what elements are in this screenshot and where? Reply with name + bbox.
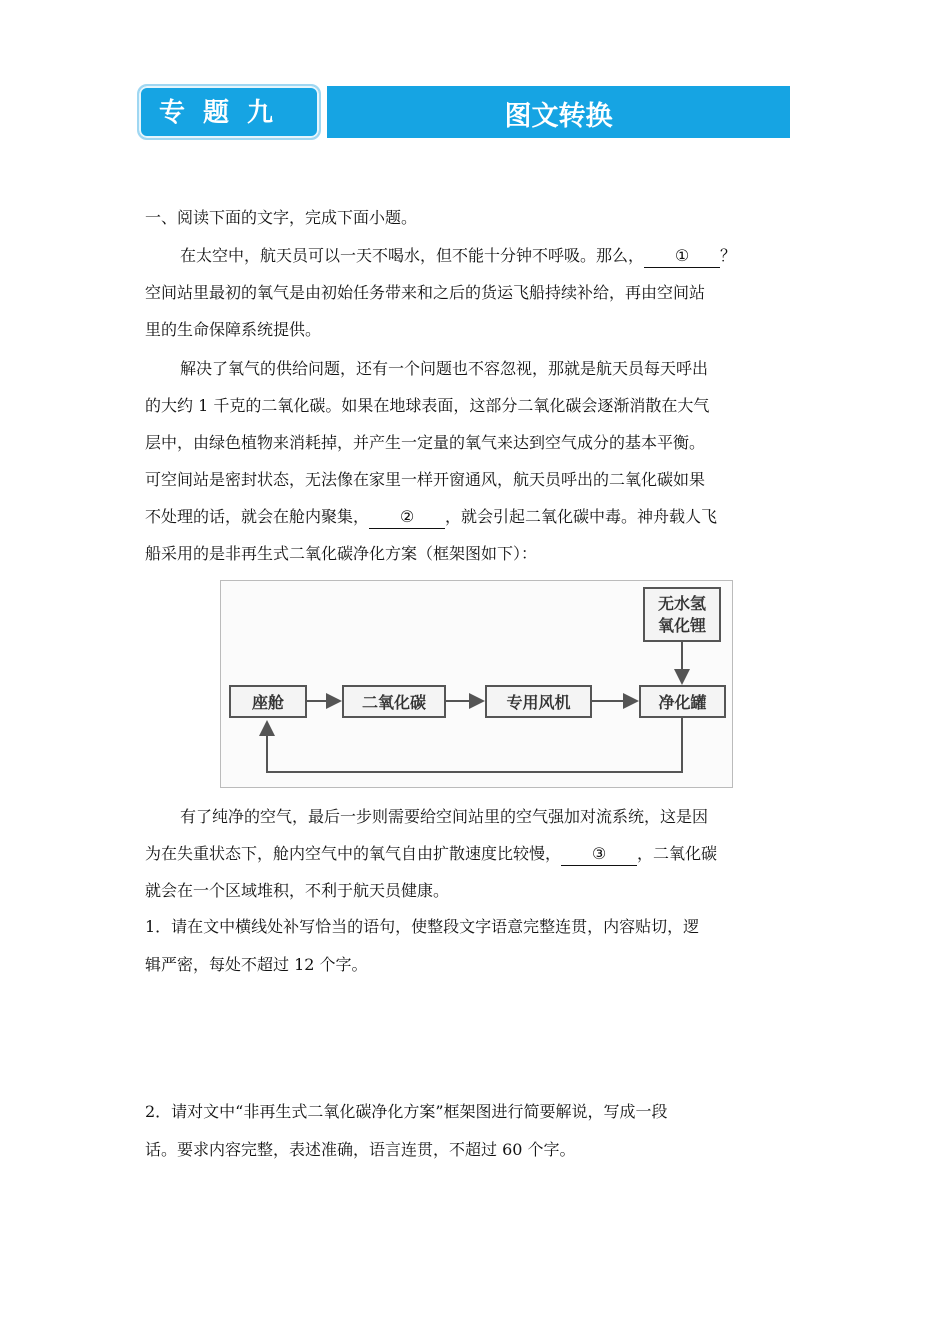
paragraph-3-line-1: 有了纯净的空气，最后一步则需要给空间站里的空气强加对流系统，这是因 — [180, 807, 709, 826]
paragraph-3-line-3: 就会在一个区域堆积，不利于航天员健康。 — [145, 881, 450, 900]
paragraph-3-line-2 — [145, 842, 717, 866]
node-purifier: 净化罐 — [639, 685, 726, 718]
paragraph-2-line-5 — [145, 505, 717, 529]
topic-label: 专题九 — [159, 98, 292, 128]
paragraph-2-line-2: 的大约 1 千克的二氧化碳。如果在地球表面，这部分二氧化碳会逐渐消散在大气 — [145, 396, 710, 415]
blank-3[interactable]: ③ — [561, 843, 637, 866]
page-title: 图文转换 — [504, 101, 613, 132]
blank-2[interactable]: ② — [369, 506, 445, 529]
node-cabin: 座舱 — [229, 685, 307, 718]
question-2-line-1: 2．请对文中“非再生式二氧化碳净化方案”框架图进行简要解说，写成一段 — [145, 1102, 668, 1121]
question-1-line-2: 辑严密，每处不超过 12 个字。 — [145, 955, 368, 974]
arrow-purifier-to-cabin — [267, 718, 682, 772]
blank-1[interactable]: ① — [644, 245, 720, 268]
question-1-line-1: 1．请在文中横线处补写恰当的语句，使整段文字语意完整连贯，内容贴切，逻 — [145, 917, 700, 936]
node-fan: 专用风机 — [485, 685, 592, 718]
paragraph-2-line-6: 船采用的是非再生式二氧化碳净化方案（框架图如下）： — [145, 544, 538, 563]
p2-l5-text-a: 不处理的话，就会在舱内聚集， — [145, 507, 370, 526]
paragraph-2-line-4: 可空间站是密封状态，无法像在家里一样开窗通风，航天员呼出的二氧化碳如果 — [145, 470, 706, 489]
p3-l2-text-a: 为在失重状态下，舱内空气中的氧气自由扩散速度比较慢， — [145, 844, 562, 863]
p3-l2-text-b: ，二氧化碳 — [637, 844, 718, 863]
paragraph-2-line-1: 解决了氧气的供给问题，还有一个问题也不容忽视，那就是航天员每天呼出 — [180, 359, 709, 378]
node-co2: 二氧化碳 — [342, 685, 446, 718]
p1-l1-text-b: ？ — [720, 246, 737, 265]
title-bar — [327, 86, 790, 138]
topic-header — [137, 84, 790, 140]
paragraph-2-line-3: 层中，由绿色植物来消耗掉，并产生一定量的氧气来达到空气成分的基本平衡。 — [145, 433, 706, 452]
paragraph-1-line-1 — [180, 244, 736, 268]
paragraph-1-line-2: 空间站里最初的氧气是由初始任务带来和之后的货运飞船持续补给，再由空间站 — [145, 283, 706, 302]
p2-l5-text-b: ，就会引起二氧化碳中毒。神舟载人飞 — [445, 507, 718, 526]
node-lioh-line-1: 无水氢 — [657, 593, 706, 613]
co2-purification-diagram — [220, 580, 733, 788]
section-heading: 一、阅读下面的文字，完成下面小题。 — [145, 208, 418, 227]
node-lioh-line-2: 氧化锂 — [657, 615, 706, 635]
node-lithium-hydroxide — [643, 587, 721, 642]
question-2-line-2: 话。要求内容完整，表述准确，语言连贯，不超过 60 个字。 — [145, 1140, 576, 1159]
p1-l1-text-a: 在太空中，航天员可以一天不喝水，但不能十分钟不呼吸。那么， — [180, 246, 645, 265]
paragraph-1-line-3: 里的生命保障系统提供。 — [145, 320, 322, 339]
topic-badge — [137, 84, 321, 140]
